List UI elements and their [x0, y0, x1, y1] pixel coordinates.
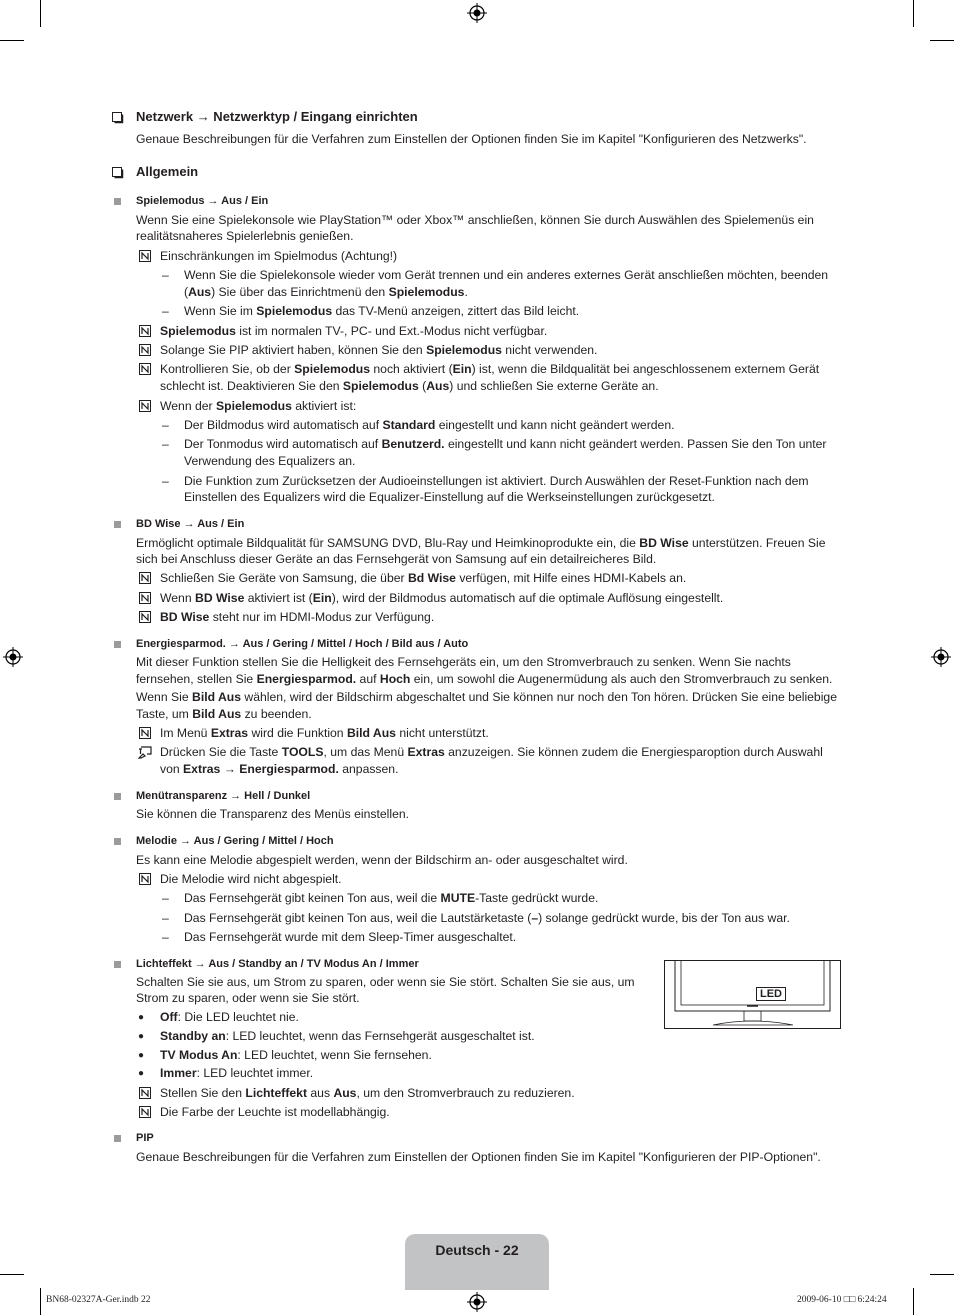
note-text: Einschränkungen im Spielmodus (Achtung!) — [160, 249, 398, 263]
note-text: schlecht ist. Deaktivieren Sie den Spielemodus (Aus) und schließen Sie externe Geräte an. — [160, 379, 659, 393]
crop-mark — [913, 0, 914, 27]
square-bullet-icon — [114, 793, 121, 800]
note-text: Stellen Sie den Lichteffekt aus Aus, um den Stromverbrauch zu reduzieren. — [160, 1086, 575, 1100]
energiesparmod-text: Wenn Sie Bild Aus wählen, wird der Bildschirm abgeschaltet und Sie können nur noch den Ton hören. Drücken Sie eine beliebige — [136, 690, 837, 704]
note-text: Im Menü Extras wird die Funktion Bild Aus nicht unterstützt. — [160, 726, 489, 740]
note-text: Schließen Sie Geräte von Samsung, die über Bd Wise verfügen, mit Hilfe eines HDMI-Kabels an. — [160, 571, 687, 585]
registration-mark-icon — [931, 647, 951, 667]
tools-icon — [138, 746, 152, 759]
note-text: Die Farbe der Leuchte ist modellabhängig. — [160, 1105, 390, 1119]
dash-text: Das Fernsehgerät gibt keinen Ton aus, weil die MUTE-Taste gedrückt wurde. — [184, 891, 599, 905]
dash-bullet: – — [162, 891, 169, 905]
tv-outline-icon — [665, 961, 840, 1028]
lichteffekt-text: Strom zu sparen, oder wenn sie Sie stört. — [136, 991, 360, 1005]
note-text: BD Wise steht nur im HDMI-Modus zur Verfügung. — [160, 610, 435, 624]
note-text: Solange Sie PIP aktiviert haben, können Sie den Spielemodus nicht verwenden. — [160, 343, 598, 357]
dash-bullet: – — [162, 474, 169, 488]
dash-bullet: – — [162, 418, 169, 432]
menuetransparenz-heading: Menütransparenz → Hell / Dunkel — [136, 790, 311, 802]
dash-text: Der Tonmodus wird automatisch auf Benutzerd. eingestellt und kann nicht geändert werden. Passen Sie den Ton unter — [184, 437, 827, 451]
bullet-text: Immer: LED leuchtet immer. — [160, 1066, 314, 1080]
dash-text: Wenn Sie die Spielekonsole wieder vom Gerät trennen und ein anderes externes Gerät anschließen möchten, beenden — [184, 268, 829, 282]
dash-text: Das Fernsehgerät gibt keinen Ton aus, weil die Lautstärketaste (–) solange gedrückt wurde, bis der Ton aus war. — [184, 911, 790, 925]
checkbox-bullet-icon — [112, 167, 124, 179]
note-icon — [139, 873, 151, 885]
note-icon — [139, 572, 151, 584]
note-icon — [139, 592, 151, 604]
note-icon — [139, 1087, 151, 1099]
dash-bullet: – — [162, 930, 169, 944]
dot-bullet-icon: ● — [138, 1068, 145, 1079]
section-title-netzwerk: Netzwerk → Netzwerktyp / Eingang einrichten — [136, 109, 418, 124]
crop-mark — [913, 1288, 914, 1315]
pip-text: Genaue Beschreibungen für die Verfahren zum Einstellen der Optionen finden Sie im Kapitel "Konfigurieren der PIP-Optionen". — [136, 1150, 821, 1164]
melodie-heading: Melodie → Aus / Gering / Mittel / Hoch — [136, 835, 334, 847]
note-text: Wenn BD Wise aktiviert ist (Ein), wird der Bildmodus automatisch auf die optimale Auflösung eingestellt. — [160, 591, 724, 605]
note-icon — [139, 1106, 151, 1118]
checkbox-bullet-icon — [112, 112, 124, 124]
bd-wise-heading: BD Wise → Aus / Ein — [136, 518, 245, 530]
section-title-allgemein: Allgemein — [136, 164, 199, 179]
led-label: LED — [756, 987, 786, 1001]
menuetransparenz-text: Sie können die Transparenz des Menüs einstellen. — [136, 807, 410, 821]
square-bullet-icon — [114, 198, 121, 205]
crop-mark — [40, 0, 41, 27]
registration-mark-icon — [467, 3, 487, 23]
registration-mark-icon — [467, 1292, 487, 1312]
dash-bullet: – — [162, 268, 169, 282]
square-bullet-icon — [114, 641, 121, 648]
bullet-text: Standby an: LED leuchtet, wenn das Fernsehgerät ausgeschaltet ist. — [160, 1029, 535, 1043]
lichteffekt-heading: Lichteffekt → Aus / Standby an / TV Modus An / Immer — [136, 958, 419, 970]
square-bullet-icon — [114, 521, 121, 528]
melodie-text: Es kann eine Melodie abgespielt werden, wenn der Bildschirm an- oder ausgeschaltet wird. — [136, 853, 628, 867]
tools-text: Drücken Sie die Taste TOOLS, um das Menü Extras anzuzeigen. Sie können zudem die Energiesparoption durch Auswahl — [160, 745, 823, 759]
dash-text: Wenn Sie im Spielemodus das TV-Menü anzeigen, zittert das Bild leicht. — [184, 304, 580, 318]
dash-bullet: – — [162, 437, 169, 451]
square-bullet-icon — [114, 961, 121, 968]
energiesparmod-text: Taste, um Bild Aus zu beenden. — [136, 707, 312, 721]
file-slug: BN68-02327A-Ger.indb 22 — [46, 1295, 151, 1305]
bullet-text: TV Modus An: LED leuchtet, wenn Sie fernsehen. — [160, 1048, 432, 1062]
note-icon — [139, 344, 151, 356]
bd-wise-text: Ermöglicht optimale Bildqualität für SAMSUNG DVD, Blu-Ray und Heimkinoprodukte ein, die BD Wise unterstützen. Freuen Sie — [136, 536, 826, 550]
crop-mark — [0, 40, 24, 41]
note-icon — [139, 363, 151, 375]
crop-mark — [930, 1274, 954, 1275]
note-icon — [139, 250, 151, 262]
crop-mark — [40, 1288, 41, 1315]
dash-bullet: – — [162, 911, 169, 925]
dash-text: Die Funktion zum Zurücksetzen der Audioeinstellungen ist aktiviert. Durch Auswählen der Reset-Funktion nach dem — [184, 474, 809, 488]
square-bullet-icon — [114, 1135, 121, 1142]
bullet-text: Off: Die LED leuchtet nie. — [160, 1010, 299, 1024]
lichteffekt-text: Schalten Sie sie aus, um Strom zu sparen, oder wenn sie Sie stört. Schalten Sie sie aus, um — [136, 975, 635, 989]
date-slug: 2009-06-10 □□ 6:24:24 — [797, 1295, 887, 1305]
tv-led-illustration — [664, 960, 841, 1029]
spielemodus-text: Wenn Sie eine Spielekonsole wie PlayStation™ oder Xbox™ anschließen, können Sie durch Auswählen des Spielemenüs ein — [136, 213, 814, 227]
dot-bullet-icon: ● — [138, 1012, 145, 1023]
tools-text: von Extras → Energiesparmod. anpassen. — [160, 762, 399, 776]
dash-text: (Aus) Sie über das Einrichtmenü den Spielemodus. — [184, 285, 468, 299]
energiesparmod-text: fernsehen, stellen Sie Energiesparmod. auf Hoch ein, um sowohl die Augenermüdung als auch den Stromverbrauch zu senken. — [136, 672, 833, 686]
note-icon — [139, 325, 151, 337]
note-icon — [139, 611, 151, 623]
crop-mark — [0, 1274, 24, 1275]
dash-text: Verwendung des Equalizers an. — [184, 454, 356, 468]
spielemodus-text: realitätsnaheres Spielerlebnis genießen. — [136, 229, 354, 243]
dash-bullet: – — [162, 304, 169, 318]
note-text: Kontrollieren Sie, ob der Spielemodus noch aktiviert (Ein) ist, wenn die Bildqualität bei angeschlossenem externem Gerät — [160, 362, 820, 376]
spielemodus-heading: Spielemodus → Aus / Ein — [136, 195, 269, 207]
square-bullet-icon — [114, 838, 121, 845]
pip-heading: PIP — [136, 1132, 154, 1144]
energiesparmod-heading: Energiesparmod. → Aus / Gering / Mittel / Hoch / Bild aus / Auto — [136, 638, 469, 650]
netzwerk-text: Genaue Beschreibungen für die Verfahren zum Einstellen der Optionen finden Sie im Kapitel "Konfigurieren des Netzwerks". — [136, 132, 807, 146]
energiesparmod-text: Mit dieser Funktion stellen Sie die Helligkeit des Fernsehgeräts ein, um den Stromverbrauch zu senken. Wenn Sie nachts — [136, 655, 791, 669]
note-text: Spielemodus ist im normalen TV-, PC- und Ext.-Modus nicht verfügbar. — [160, 324, 548, 338]
dot-bullet-icon: ● — [138, 1031, 145, 1042]
registration-mark-icon — [3, 647, 23, 667]
dash-text: Einstellen des Equalizers wird die Equalizer-Einstellung auf die Werkseinstellungen zurückgesetzt. — [184, 490, 715, 504]
bd-wise-text: sich bei Anschluss dieser Geräte an das Fernsehgerät von Samsung auf ein detailreicheres Bild. — [136, 552, 657, 566]
note-text: Die Melodie wird nicht abgespielt. — [160, 872, 342, 886]
note-icon — [139, 400, 151, 412]
dash-text: Der Bildmodus wird automatisch auf Standard eingestellt und kann nicht geändert werden. — [184, 418, 675, 432]
note-text: Wenn der Spielemodus aktiviert ist: — [160, 399, 357, 413]
dot-bullet-icon: ● — [138, 1050, 145, 1061]
note-icon — [139, 727, 151, 739]
crop-mark — [930, 40, 954, 41]
page-number: Deutsch - 22 — [435, 1242, 519, 1258]
dash-text: Das Fernsehgerät wurde mit dem Sleep-Timer ausgeschaltet. — [184, 930, 517, 944]
